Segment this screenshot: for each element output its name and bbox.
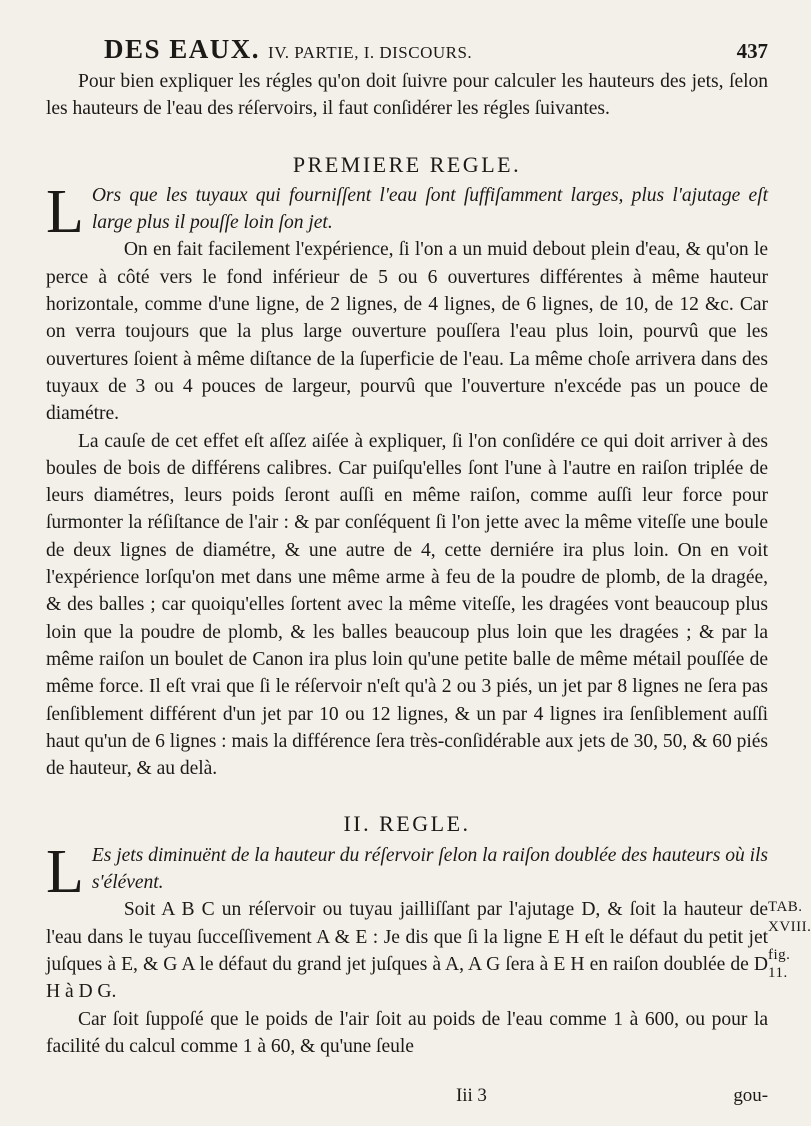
rule-2-dropcap: L [46, 837, 84, 906]
rule-2-statement-text: Es jets diminuënt de la hauteur du réſervoir ſelon la raiſon doublée des hauteurs où ils s'élévent. [91, 844, 768, 894]
page-number: 437 [736, 39, 768, 63]
rule-2-statement [46, 837, 768, 906]
rule-1-heading: PREMIERE REGLE. [292, 151, 522, 177]
margin-note-figure: fig. 11. [768, 946, 791, 981]
running-title: DES EAUX. [104, 34, 261, 64]
rule-1-statement-text: Ors que les tuyaux qui fourniſſent l'eau ſont ſuffiſamment larges, plus l'ajutage eſt large plus il pouſſe loin ſon jet. [91, 184, 768, 234]
intro-paragraph: Pour bien expliquer les régles qu'on doit ſuivre pour calculer les hauteurs des jets, ſelon les hauteurs de l'eau des réſervoirs, il faut conſidérer les régles ſuivantes. [46, 71, 768, 120]
part-label: IV. PARTIE, I. DISCOURS. [268, 43, 473, 62]
rule-2-section [46, 837, 811, 1060]
running-header [104, 36, 768, 68]
rule-1-paragraph: La cauſe de cet effet eſt aſſez aiſée à expliquer, ſi l'on conſidére ce qui doit arriver à des boules de bois de différens calibres. Car puiſqu'elles ſont l'une à l'autre en raiſon triplée de leurs diamétres, leurs poids ſeront auſſi en même raiſon, comme auſſi leur force pour ſurmonter la réſiſtance de l'air : & par conſéquent ſi l'on jette avec la même viteſſe une boule de deux lignes de diamétre, & une autre de 4, cette derniére ira plus loin. On en voit l'expérience lorſqu'on met dans une même arme à feu de la poudre de plomb, de la dragée, & des balles ; car quoiqu'elles ſortent avec la même viteſſe, les dragées vont beaucoup plus loin que la poudre de plomb, & les balles beaucoup plus loin que les dragées ; & par la même raiſon un boulet de Canon ira plus loin qu'une petite balle de même métail pouſſée de même force. Il eſt vrai que ſi le réſervoir n'eſt qu'à 2 ou 3 piés, un jet par 8 lignes ne ſera pas ſenſiblement différent d'un jet par 10 ou 12 lignes, & un par 4 lignes ira ſenſiblement auſſi haut qu'un de 6 lignes : mais la différence ſera très-conſidérable aux jets de 30, 50, & 60 piés de hauteur, & au delà. [46, 430, 768, 780]
margin-note-tab: TAB. [768, 898, 803, 915]
catchword: gou- [733, 1085, 768, 1106]
book-page [46, 34, 811, 1106]
margin-note-plate: XVIII. [768, 918, 811, 935]
rule-2-heading: II. REGLE. [343, 811, 471, 837]
rule-1-dropcap: L [46, 177, 84, 246]
rule-1-statement [46, 177, 768, 246]
rule-1-paragraph: On en fait facilement l'expérience, ſi l'on a un muid debout plein d'eau, & qu'on le perce à côté vers le fond inférieur de 5 ou 6 ouvertures différentes à même hauteur horizontale, comme d'une ligne, de 2 lignes, de 4 lignes, de 6 lignes, de 10, de 12 &c. Car on verra toujours que la plus large ouverture pouſſera l'eau plus loin, pourvû que les ouvertures ſoient à même diſtance de la ſuperficie de l'eau. La même choſe arrivera dans des tuyaux de 3 ou 4 pouces de largeur, pourvû que l'ouverture n'excéde pas un pouce de diamétre. [46, 239, 768, 425]
rule-2-paragraph: Car ſoit ſuppoſé que le poids de l'air ſoit au poids de l'eau comme 1 à 600, ou pour la facilité du calcul comme 1 à 60, & qu'une ſeule [46, 1008, 768, 1057]
rule-1-section [46, 177, 768, 783]
rule-2-paragraph: Soit A B C un réſervoir ou tuyau jailliſſant par l'ajutage D, & ſoit la hauteur de l'eau dans le tuyau ſucceſſivement A & E : Je dis que ſi la ligne E H eſt le défaut du petit jet juſques à E, & G A le défaut du grand jet juſques à A, A G ſera à E H en raiſon doublée de D H à D G. [46, 899, 768, 1003]
signature-mark: Iii 3 [456, 1085, 487, 1106]
